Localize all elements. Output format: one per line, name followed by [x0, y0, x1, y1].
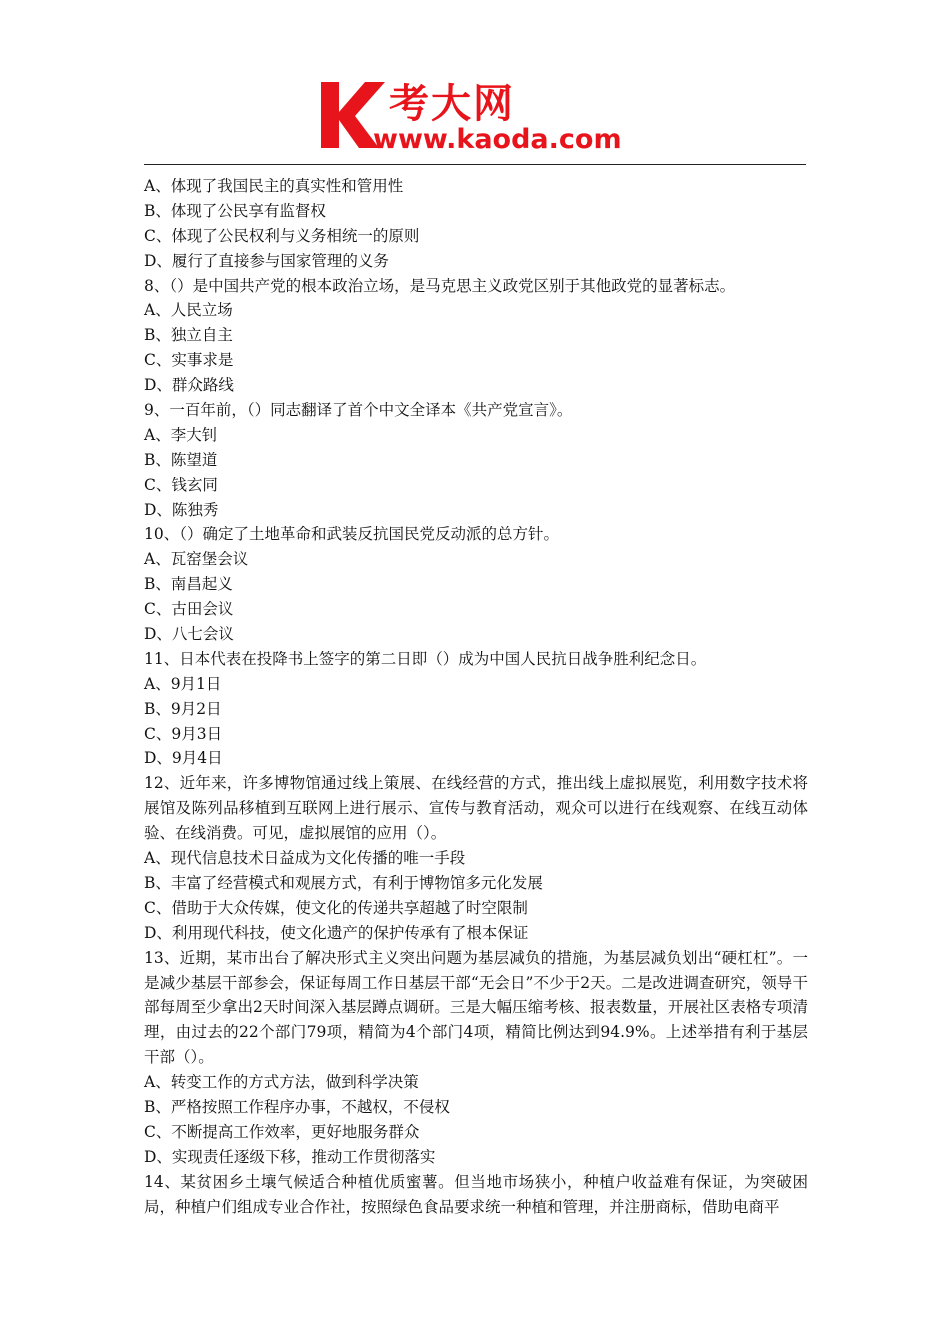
logo-text: 考大网 — [389, 81, 515, 127]
option-line: C、9月3日 — [144, 724, 223, 743]
option-line: B、严格按照工作程序办事，不越权，不侵权 — [144, 1098, 450, 1117]
logo-url: www.kaoda.com — [373, 124, 622, 155]
option-line: D、履行了直接参与国家管理的义务 — [144, 251, 389, 270]
document-body — [144, 174, 808, 1220]
option-line: D、陈独秀 — [144, 500, 219, 519]
option-line: A、李大钊 — [144, 425, 218, 444]
option-line: C、钱玄同 — [144, 475, 218, 494]
option-line: B、体现了公民享有监督权 — [144, 201, 326, 220]
option-line: D、9月4日 — [144, 749, 223, 768]
question-11: 11、日本代表在投降书上签字的第二日即（）成为中国人民抗日战争胜利纪念日。 — [144, 649, 707, 668]
option-line: B、丰富了经营模式和观展方式，有利于博物馆多元化发展 — [144, 873, 543, 892]
option-line: A、9月1日 — [144, 674, 222, 693]
option-line: A、体现了我国民主的真实性和管用性 — [144, 177, 404, 195]
option-line: D、八七会议 — [144, 625, 234, 644]
question-12: 12、近年来，许多博物馆通过线上策展、在线经营的方式，推出线上虚拟展览，利用数字技术将展馆及陈列品移植到互联网上进行展示、宣传与教育活动，观众可以进行在线观察、在线互动体验、在线消费。可见，虚拟展馆的应用（）。 — [144, 774, 808, 843]
question-13: 13、近期，某市出台了解决形式主义突出问题为基层减负的措施，为基层减负划出“硬杠杠”。一是减少基层干部参会，保证每周工作日基层干部“无会日”不少于2天。二是改进调查研究，领导干部每周至少拿出2天时间深入基层蹲点调研。三是大幅压缩考核、报表数量，开展社区表格专项清理，由过去的22个部门79项，精简为4个部门4项，精简比例达到94.9%。上述举措有利于基层干部（）。 — [144, 948, 808, 1067]
option-line: A、转变工作的方式方法，做到科学决策 — [144, 1073, 419, 1092]
option-line: B、南昌起义 — [144, 575, 233, 594]
option-line: B、独立自主 — [144, 326, 233, 345]
option-line: C、借助于大众传媒，使文化的传递共享超越了时空限制 — [144, 898, 528, 917]
option-line: A、人民立场 — [144, 301, 233, 320]
option-line: D、群众路线 — [144, 376, 234, 395]
option-line: C、体现了公民权利与义务相统一的原则 — [144, 226, 420, 245]
option-line: C、实事求是 — [144, 351, 234, 370]
option-line: A、现代信息技术日益成为文化传播的唯一手段 — [144, 849, 466, 868]
option-line: B、9月2日 — [144, 699, 222, 718]
option-line: C、不断提高工作效率，更好地服务群众 — [144, 1122, 420, 1141]
question-10: 10、（）确定了土地革命和武装反抗国民党反动派的总方针。 — [144, 525, 559, 544]
option-line: D、实现责任逐级下移，推动工作贯彻落实 — [144, 1147, 436, 1166]
question-9: 9、一百年前，（）同志翻译了首个中文全译本《共产党宣言》。 — [144, 401, 573, 420]
option-line: B、陈望道 — [144, 450, 218, 469]
option-line: D、利用现代科技，使文化遗产的保护传承有了根本保证 — [144, 923, 529, 942]
header-divider — [144, 164, 806, 165]
question-8: 8、（）是中国共产党的根本政治立场，是马克思主义政党区别于其他政党的显著标志。 — [144, 276, 736, 295]
option-line: C、古田会议 — [144, 600, 234, 619]
question-14: 14、某贫困乡土壤气候适合种植优质蜜薯。但当地市场狭小，种植户收益难有保证，为突破困局，种植户们组成专业合作社，按照绿色食品要求统一种植和管理，并注册商标，借助电商平 — [144, 1172, 808, 1216]
option-line: A、瓦窑堡会议 — [144, 550, 249, 569]
page-header — [144, 78, 806, 166]
